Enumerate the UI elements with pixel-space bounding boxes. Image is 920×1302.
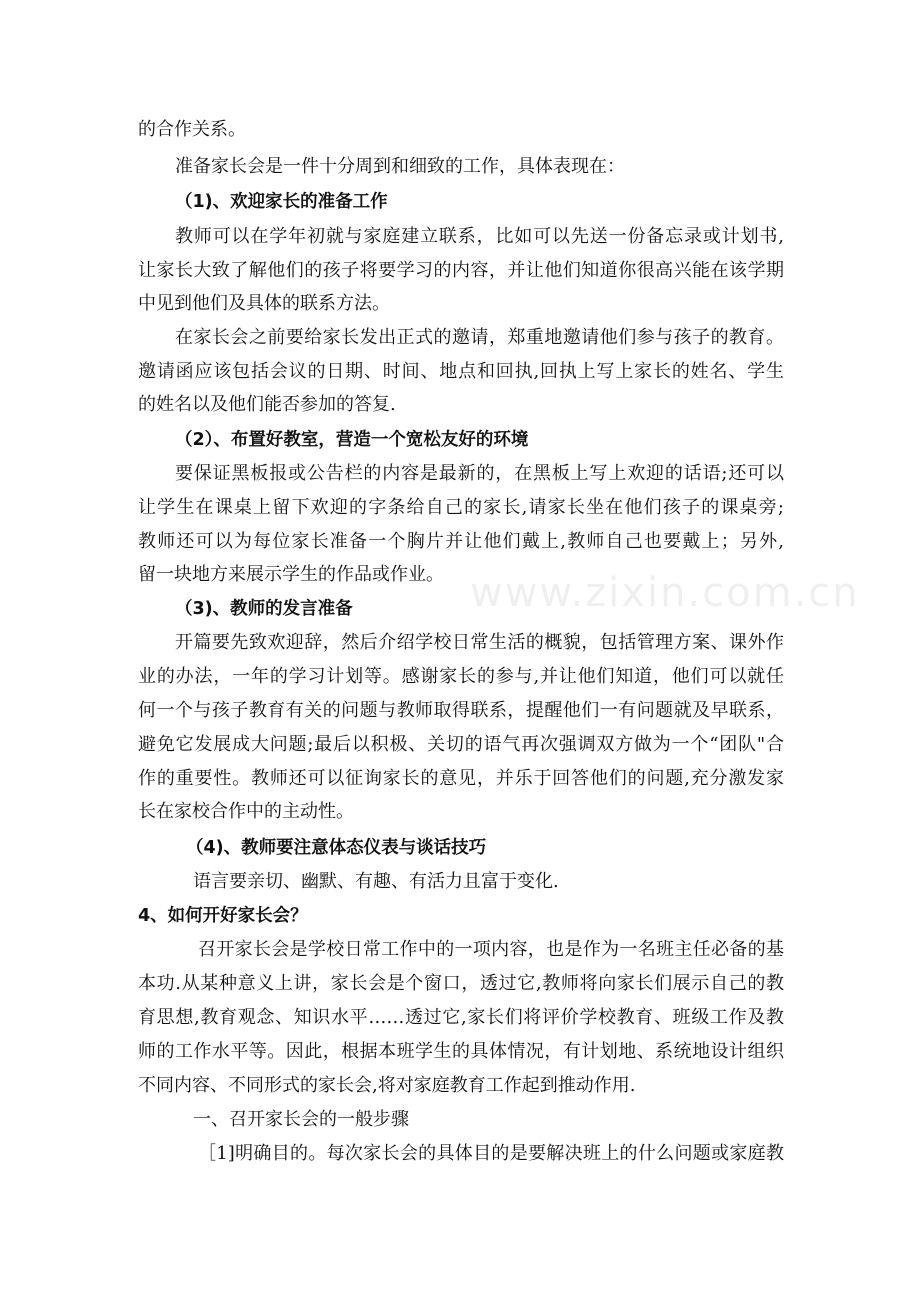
text-line: 邀请函应该包括会议的日期、时间、地点和回执,回执上写上家长的姓名、学生 bbox=[138, 361, 784, 382]
text-line: 要保证黑板报或公告栏的内容是最新的，在黑板上写上欢迎的话语;还可以 bbox=[175, 463, 784, 484]
section-heading: （4)、教师要注意体态仪表与谈话技巧 bbox=[186, 838, 487, 858]
text-line: 何一个与孩子教育有关的问题与教师取得联系，提醒他们一有问题就及早联系， bbox=[138, 700, 784, 721]
text-line: ［1]明确目的。每次家长会的具体目的是要解决班上的什么问题或家庭教 bbox=[198, 1143, 784, 1164]
section-heading: （3)、教师的发言准备 bbox=[175, 599, 353, 619]
text-line: 长在家校合作中的主动性。 bbox=[138, 801, 354, 822]
section-heading: （1)、欢迎家长的准备工作 bbox=[175, 192, 388, 212]
text-line: 师的工作水平等。因此，根据本班学生的具体情况，有计划地、系统地设计组织 bbox=[138, 1041, 784, 1062]
text-line: 召开家长会是学校日常工作中的一项内容，也是作为一名班主任必备的基 bbox=[198, 939, 784, 960]
text-line: 开篇要先致欢迎辞，然后介绍学校日常生活的概貌，包括管理方案、课外作 bbox=[175, 632, 784, 653]
text-line: 作的重要性。教师还可以征询家长的意见，并乐于回答他们的问题,充分激发家 bbox=[138, 768, 784, 789]
text-line: 不同内容、不同形式的家长会,将对家庭教育工作起到推动作用. bbox=[138, 1075, 636, 1096]
text-line: 中见到他们及具体的联系方法。 bbox=[138, 293, 390, 314]
text-line: 准备家长会是一件十分周到和细致的工作，具体表现在： bbox=[175, 156, 625, 177]
text-line: 一、召开家长会的一般步骤 bbox=[193, 1109, 409, 1130]
section-heading: （2）、布置好教室，营造一个宽松友好的环境 bbox=[175, 430, 529, 450]
text-line: 让学生在课桌上留下欢迎的字条给自己的家长,请家长坐在他们孩子的课桌旁; bbox=[138, 497, 784, 518]
text-line: 的合作关系。 bbox=[138, 119, 246, 140]
text-line: 的姓名以及他们能否参加的答复. bbox=[138, 394, 396, 415]
text-line: 本功.从某种意义上讲，家长会是个窗口，透过它,教师将向家长们展示自己的教 bbox=[138, 973, 784, 994]
text-line: 在家长会之前要给家长发出正式的邀请，郑重地邀请他们参与孩子的教育。 bbox=[175, 327, 784, 348]
text-line: 教师可以在学年初就与家庭建立联系，比如可以先送一份备忘录或计划书, bbox=[175, 226, 784, 247]
text-line: 让家长大致了解他们的孩子将要学习的内容，并让他们知道你很高兴能在该学期 bbox=[138, 260, 784, 281]
text-line: 教师还可以为每位家长准备一个胸片并让他们戴上,教师自己也要戴上；另外, bbox=[138, 531, 784, 552]
text-line: 避免它发展成大问题;最后以积极、关切的语气再次强调双方做为一个“团队"合 bbox=[138, 734, 784, 755]
text-line: 语言要亲切、幽默、有趣、有活力且富于变化. bbox=[193, 871, 559, 892]
text-line: 业的办法，一年的学习计划等。感谢家长的参与,并让他们知道，他们可以就任 bbox=[138, 666, 784, 687]
section-heading: 4、如何开好家长会？ bbox=[138, 906, 308, 926]
text-line: 育思想,教育观念、知识水平……透过它,家长们将评价学校教育、班级工作及教 bbox=[138, 1007, 784, 1028]
watermark: www.zixin.com.cn bbox=[470, 570, 860, 616]
text-line: 留一块地方来展示学生的作品或作业。 bbox=[138, 564, 444, 585]
